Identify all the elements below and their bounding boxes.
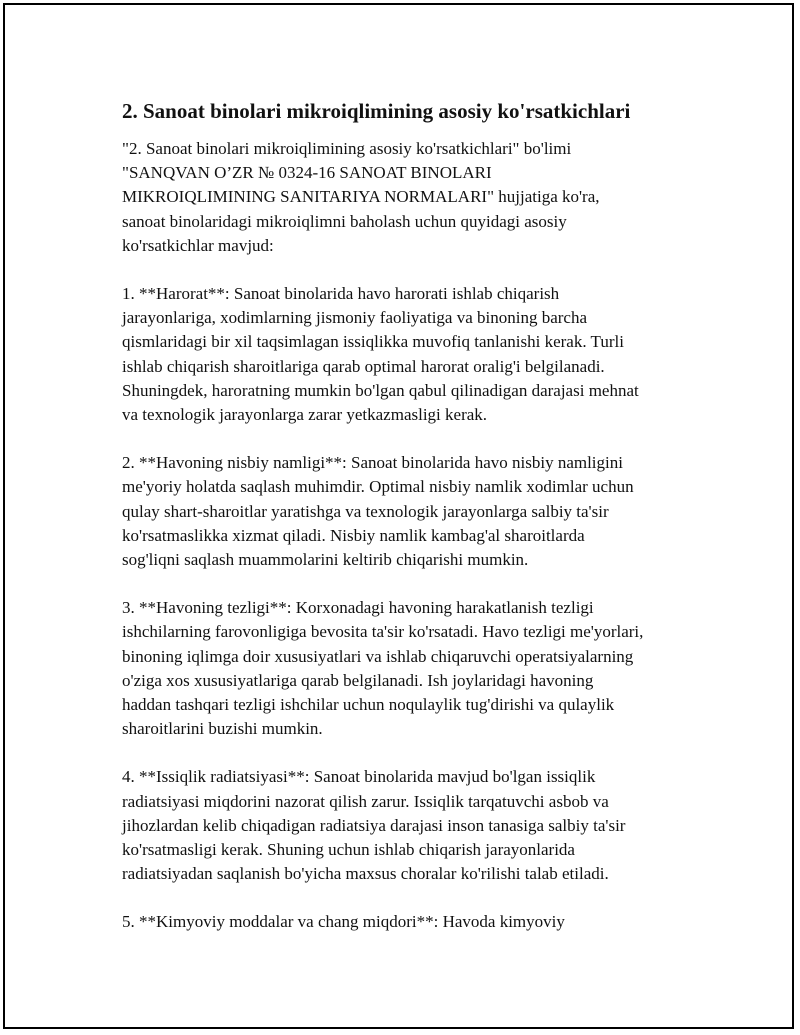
paragraph-line: 3. **Havoning tezligi**: Korxonadagi havoning harakatlanish tezligi bbox=[122, 598, 594, 618]
namlik-paragraph bbox=[122, 451, 694, 572]
radiatsiya-paragraph bbox=[122, 765, 694, 886]
paragraph-line: haddan tashqari tezligi ishchilar uchun noqulaylik tug'dirishi va qulaylik bbox=[122, 695, 615, 715]
paragraph-line: jarayonlariga, xodimlarning jismoniy faoliyatiga va binoning barcha bbox=[122, 308, 588, 328]
paragraph-line: ishlab chiqarish sharoitlariga qarab optimal harorat oralig'i belgilanadi. bbox=[122, 356, 605, 376]
paragraph-line: "2. Sanoat binolari mikroiqlimining asosiy ko'rsatkichlari" bo'limi bbox=[122, 139, 572, 158]
paragraph-line: Shuningdek, haroratning mumkin bo'lgan qabul qilinadigan darajasi mehnat bbox=[122, 380, 639, 400]
page-frame bbox=[3, 3, 794, 1029]
kimyoviy-paragraph bbox=[122, 910, 694, 934]
paragraph-line: 4. **Issiqlik radiatsiyasi**: Sanoat binolarida mavjud bo'lgan issiqlik bbox=[122, 767, 596, 787]
paragraph-line: sog'liqni saqlash muammolarini keltirib chiqarishi mumkin. bbox=[122, 550, 529, 570]
paragraph-line: 2. **Havoning nisbiy namligi**: Sanoat binolarida havo nisbiy namligini bbox=[122, 453, 623, 473]
paragraph-line: MIKROIQLIMINING SANITARIYA NORMALARI" hujjatiga ko'ra, bbox=[122, 187, 600, 207]
paragraph-line: ishchilarning farovonligiga bevosita ta'sir ko'rsatadi. Havo tezligi me'yorlari, bbox=[122, 622, 644, 642]
paragraph-line: "SANQVAN O’ZR № 0324-16 SANOAT BINOLARI bbox=[122, 163, 492, 183]
paragraph-line: 1. **Harorat**: Sanoat binolarida havo harorati ishlab chiqarish bbox=[122, 284, 560, 304]
paragraph-line: ko'rsatkichlar mavjud: bbox=[122, 235, 274, 255]
paragraph-line: ko'rsatmasligi kerak. Shuning uchun ishlab chiqarish jarayonlarida bbox=[122, 840, 575, 860]
paragraph-line: binoning iqlimga doir xususiyatlari va ishlab chiqaruvchi operatsiyalarning bbox=[122, 646, 634, 666]
harorat-paragraph bbox=[122, 282, 694, 427]
paragraph-line: sanoat binolaridagi mikroiqlimni baholash uchun quyidagi asosiy bbox=[122, 211, 567, 231]
paragraph-line: ko'rsatmaslikka xizmat qiladi. Nisbiy namlik kambag'al sharoitlarda bbox=[122, 525, 585, 545]
paragraph-line: 5. **Kimyoviy moddalar va chang miqdori**: Havoda kimyoviy bbox=[122, 912, 565, 932]
paragraph-line: radiatsiyasi miqdorini nazorat qilish zarur. Issiqlik tarqatuvchi asbob va bbox=[122, 791, 609, 811]
document-body bbox=[122, 97, 694, 959]
document-title: 2. Sanoat binolari mikroiqlimining asosiy ko'rsatkichlari bbox=[122, 99, 631, 123]
paragraph-line: va texnologik jarayonlarga zarar yetkazmasligi kerak. bbox=[122, 405, 488, 425]
paragraph-line: sharoitlarini buzishi mumkin. bbox=[122, 719, 323, 739]
paragraph-line: radiatsiyadan saqlanish bo'yicha maxsus choralar ko'rilishi talab etiladi. bbox=[122, 864, 609, 884]
paragraph-line: qismlaridagi bir xil taqsimlagan issiqlikka muvofiq tanlanishi kerak. Turli bbox=[122, 332, 624, 352]
paragraph-line: o'ziga xos xususiyatlariga qarab belgilanadi. Ish joylaridagi havoning bbox=[122, 670, 594, 690]
paragraph-line: me'yoriy holatda saqlash muhimdir. Optimal nisbiy namlik xodimlar uchun bbox=[122, 477, 634, 497]
paragraph-line: jihozlardan kelib chiqadigan radiatsiya darajasi inson tanasiga salbiy ta'sir bbox=[122, 815, 626, 835]
tezlik-paragraph bbox=[122, 596, 694, 741]
paragraph-line: qulay shart-sharoitlar yaratishga va texnologik jarayonlarga salbiy ta'sir bbox=[122, 501, 609, 521]
intro-paragraph bbox=[122, 137, 694, 258]
